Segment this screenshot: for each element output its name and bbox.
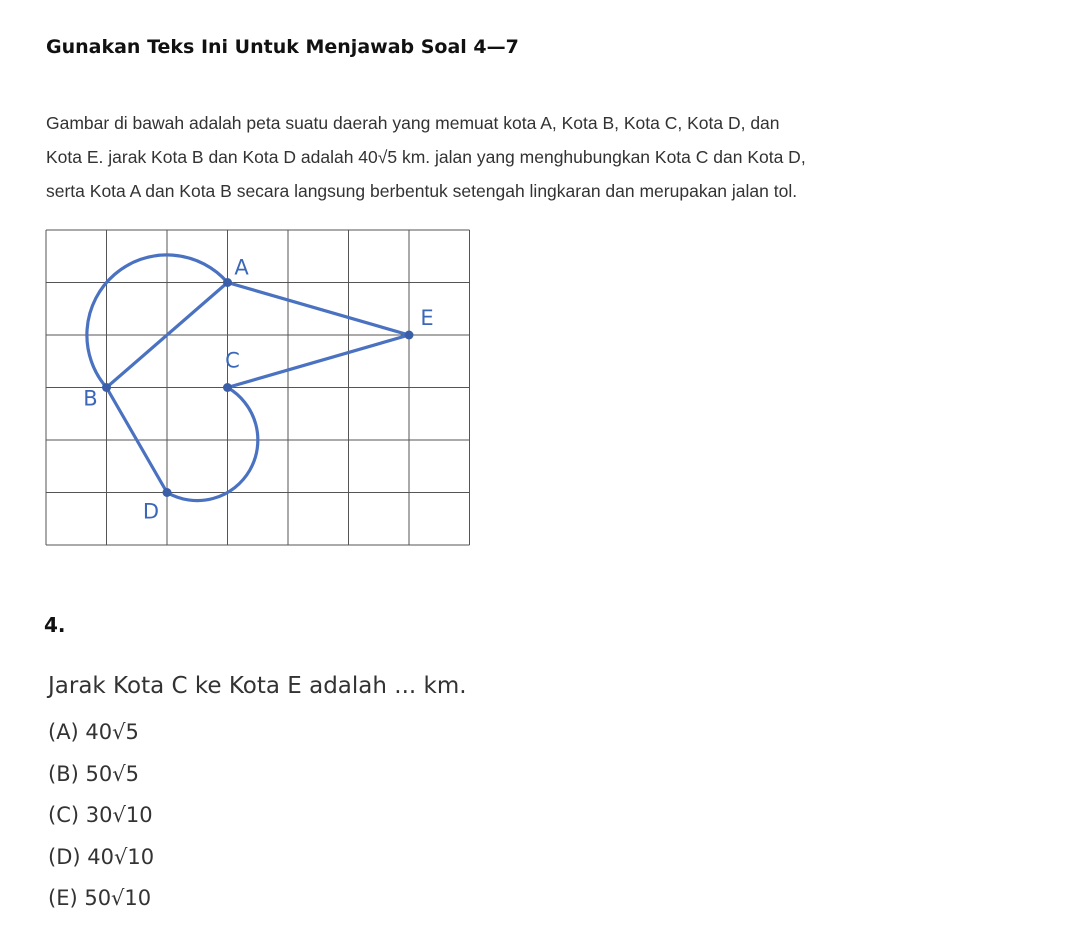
answer-option-b[interactable]: (B) 50√5 — [48, 761, 139, 786]
city-point-a — [223, 278, 232, 287]
road-c-d-semicircle — [167, 388, 258, 501]
map-roads — [87, 255, 409, 501]
city-label-e: E — [420, 306, 434, 330]
answer-options — [48, 712, 154, 920]
city-label-d: D — [142, 499, 160, 524]
section-heading: Gunakan Teks Ini Untuk Menjawab Soal 4—7 — [46, 36, 519, 58]
answer-option-d[interactable]: (D) 40√10 — [48, 844, 155, 869]
city-label-a: A — [234, 255, 249, 280]
city-map-diagram — [44, 228, 474, 550]
paragraph-line: Kota E. jarak Kota B dan Kota D adalah 40√5 km. jalan yang menghubungkan Kota C dan Kota D, — [46, 147, 806, 167]
question-number: 4. — [44, 613, 66, 637]
city-point-c — [223, 383, 232, 392]
city-label-b: B — [83, 386, 98, 411]
road-a-b-semicircle — [87, 255, 228, 388]
city-label-c: C — [225, 348, 240, 373]
road-a-e — [228, 283, 410, 336]
context-paragraph — [46, 106, 1066, 208]
city-point-d — [163, 488, 172, 497]
paragraph-line: serta Kota A dan Kota B secara langsung berbentuk setengah lingkaran dan merupakan jalan tol. — [46, 181, 798, 201]
answer-option-e[interactable]: (E) 50√10 — [48, 886, 152, 910]
question-text: Jarak Kota C ke Kota E adalah ... km. — [48, 673, 467, 699]
road-c-e — [228, 335, 410, 388]
paragraph-line: Gambar di bawah adalah peta suatu daerah yang memuat kota A, Kota B, Kota C, Kota D, dan — [46, 113, 780, 133]
map-cities — [83, 256, 433, 524]
answer-option-c[interactable]: (C) 30√10 — [48, 803, 153, 827]
answer-option-a[interactable]: (A) 40√5 — [48, 720, 139, 744]
city-point-e — [405, 331, 414, 340]
city-point-b — [102, 383, 111, 392]
